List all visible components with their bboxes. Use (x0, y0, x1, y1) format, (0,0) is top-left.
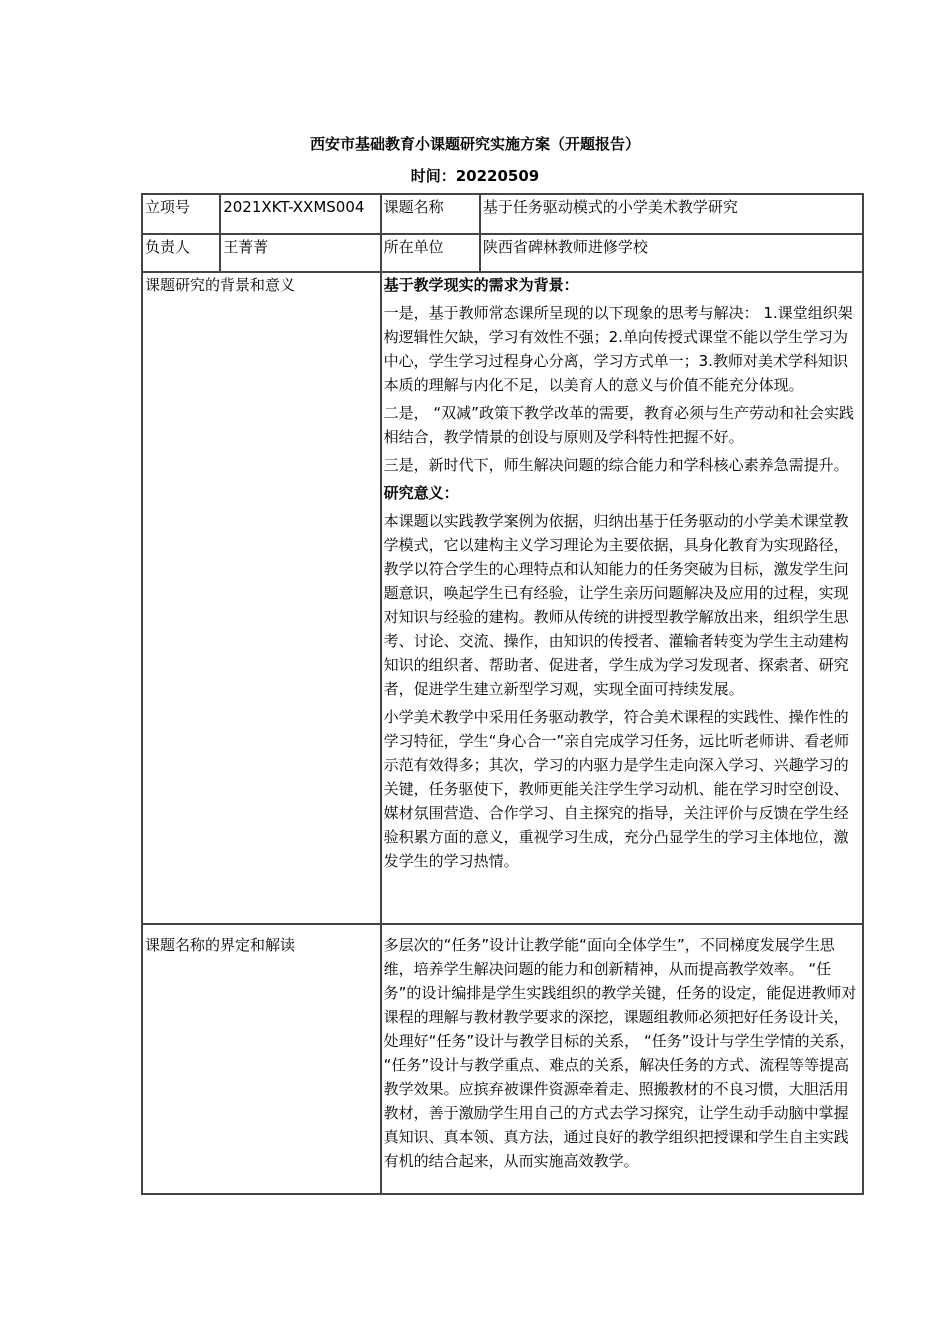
table-row (143, 195, 864, 235)
project-name-value: 基于任务驱动模式的小学美术教学研究 (481, 195, 864, 235)
project-name-label: 课题名称 (382, 195, 481, 235)
document-title: 西安市基础教育小课题研究实施方案（开题报告） (309, 135, 640, 153)
table-row (143, 273, 864, 925)
leader-label: 负责人 (143, 235, 221, 273)
significance-paragraph: 小学美术教学中采用任务驱动教学，符合美术课程的实践性、操作性的学习特征，学生“身心合一”亲自完成学习任务，远比听老师讲、看老师示范有效得多；其次，学习的内驱力是学生走向深入学习、兴趣学习的关键，任务驱使下，教师更能关注学生学习动机、能在学习时空创设、媒材氛围营造、合作学习、自主探究的指导，关注评价与反馈在学生经验积累方面的意义，重视学习生成，充分凸显学生的学习主体地位，激发学生的学习热情。 (383, 708, 850, 870)
project-number-value: 2021XKT-XXMS004 (221, 195, 381, 235)
background-heading: 基于教学现实的需求为背景： (383, 276, 579, 294)
table-row (143, 235, 864, 273)
background-paragraph: 二是， “双减”政策下教学改革的需要，教育必须与生产劳动和社会实践相结合，教学情景的创设与原则及学科特性把握不好。 (383, 404, 854, 446)
background-content (382, 273, 864, 925)
definition-paragraph: 多层次的“任务”设计让教学能“面向全体学生”，不同梯度发展学生思维，培养学生解决问题的能力和创新精神，从而提高教学效率。 “任务”的设计编排是学生实践组织的教学关键，任务的设定，能促进教师对课程的理解与教材教学要求的深挖，课题组教师必须把好任务设计关，处理好“任务”设计与教学目标的关系， “任务”设计与学生学情的关系， “任务”设计与教学重点、难点的关系，解决任务的方式、流程等等提高教学效果。应摈弃被课件资源牵着走、照搬教材的不良习惯，大胆活用教材，善于激励学生用自己的方式去学习探究，让学生动手动脑中掌握真知识、真本领、真方法，通过良好的教学组织把授课和学生自主实践有机的结合起来，从而实施高效教学。 (383, 936, 857, 1170)
unit-label: 所在单位 (382, 235, 481, 273)
definition-label: 课题名称的界定和解读 (143, 925, 382, 1195)
definition-content (382, 925, 864, 1195)
project-number-label: 立项号 (143, 195, 221, 235)
document-date: 时间：20220509 (410, 167, 540, 185)
significance-paragraph: 本课题以实践教学案例为依据，归纳出基于任务驱动的小学美术课堂教学模式，它以建构主义学习理论为主要依据，具身化教育为实现路径，教学以符合学生的心理特点和认知能力的任务突破为目标，激发学生问题意识，唤起学生已有经验，让学生亲历问题解决及应用的过程，实现对知识与经验的建构。教师从传统的讲授型教学解放出来，组织学生思考、讨论、交流、操作，由知识的传授者、灌输者转变为学生主动建构知识的组织者、帮助者、促进者，学生成为学习发现者、探索者、研究者，促进学生建立新型学习观，实现全面可持续发展。 (383, 512, 849, 698)
leader-value: 王菁菁 (221, 235, 381, 273)
unit-value: 陕西省碑林教师进修学校 (481, 235, 864, 273)
background-paragraph: 三是，新时代下，师生解决问题的综合能力和学科核心素养急需提升。 (383, 456, 849, 474)
table-row (143, 925, 864, 1195)
report-table (141, 193, 864, 1195)
background-paragraph: 一是，基于教师常态课所呈现的以下现象的思考与解决： 1.课堂组织架构逻辑性欠缺，学习有效性不强；2.单向传授式课堂不能以学生学习为中心，学生学习过程身心分离，学习方式单一；3.教师对美术学科知识本质的理解与内化不足，以美育人的意义与价值不能充分体现。 (383, 304, 853, 394)
background-label: 课题研究的背景和意义 (143, 273, 382, 925)
significance-heading: 研究意义： (383, 484, 459, 502)
